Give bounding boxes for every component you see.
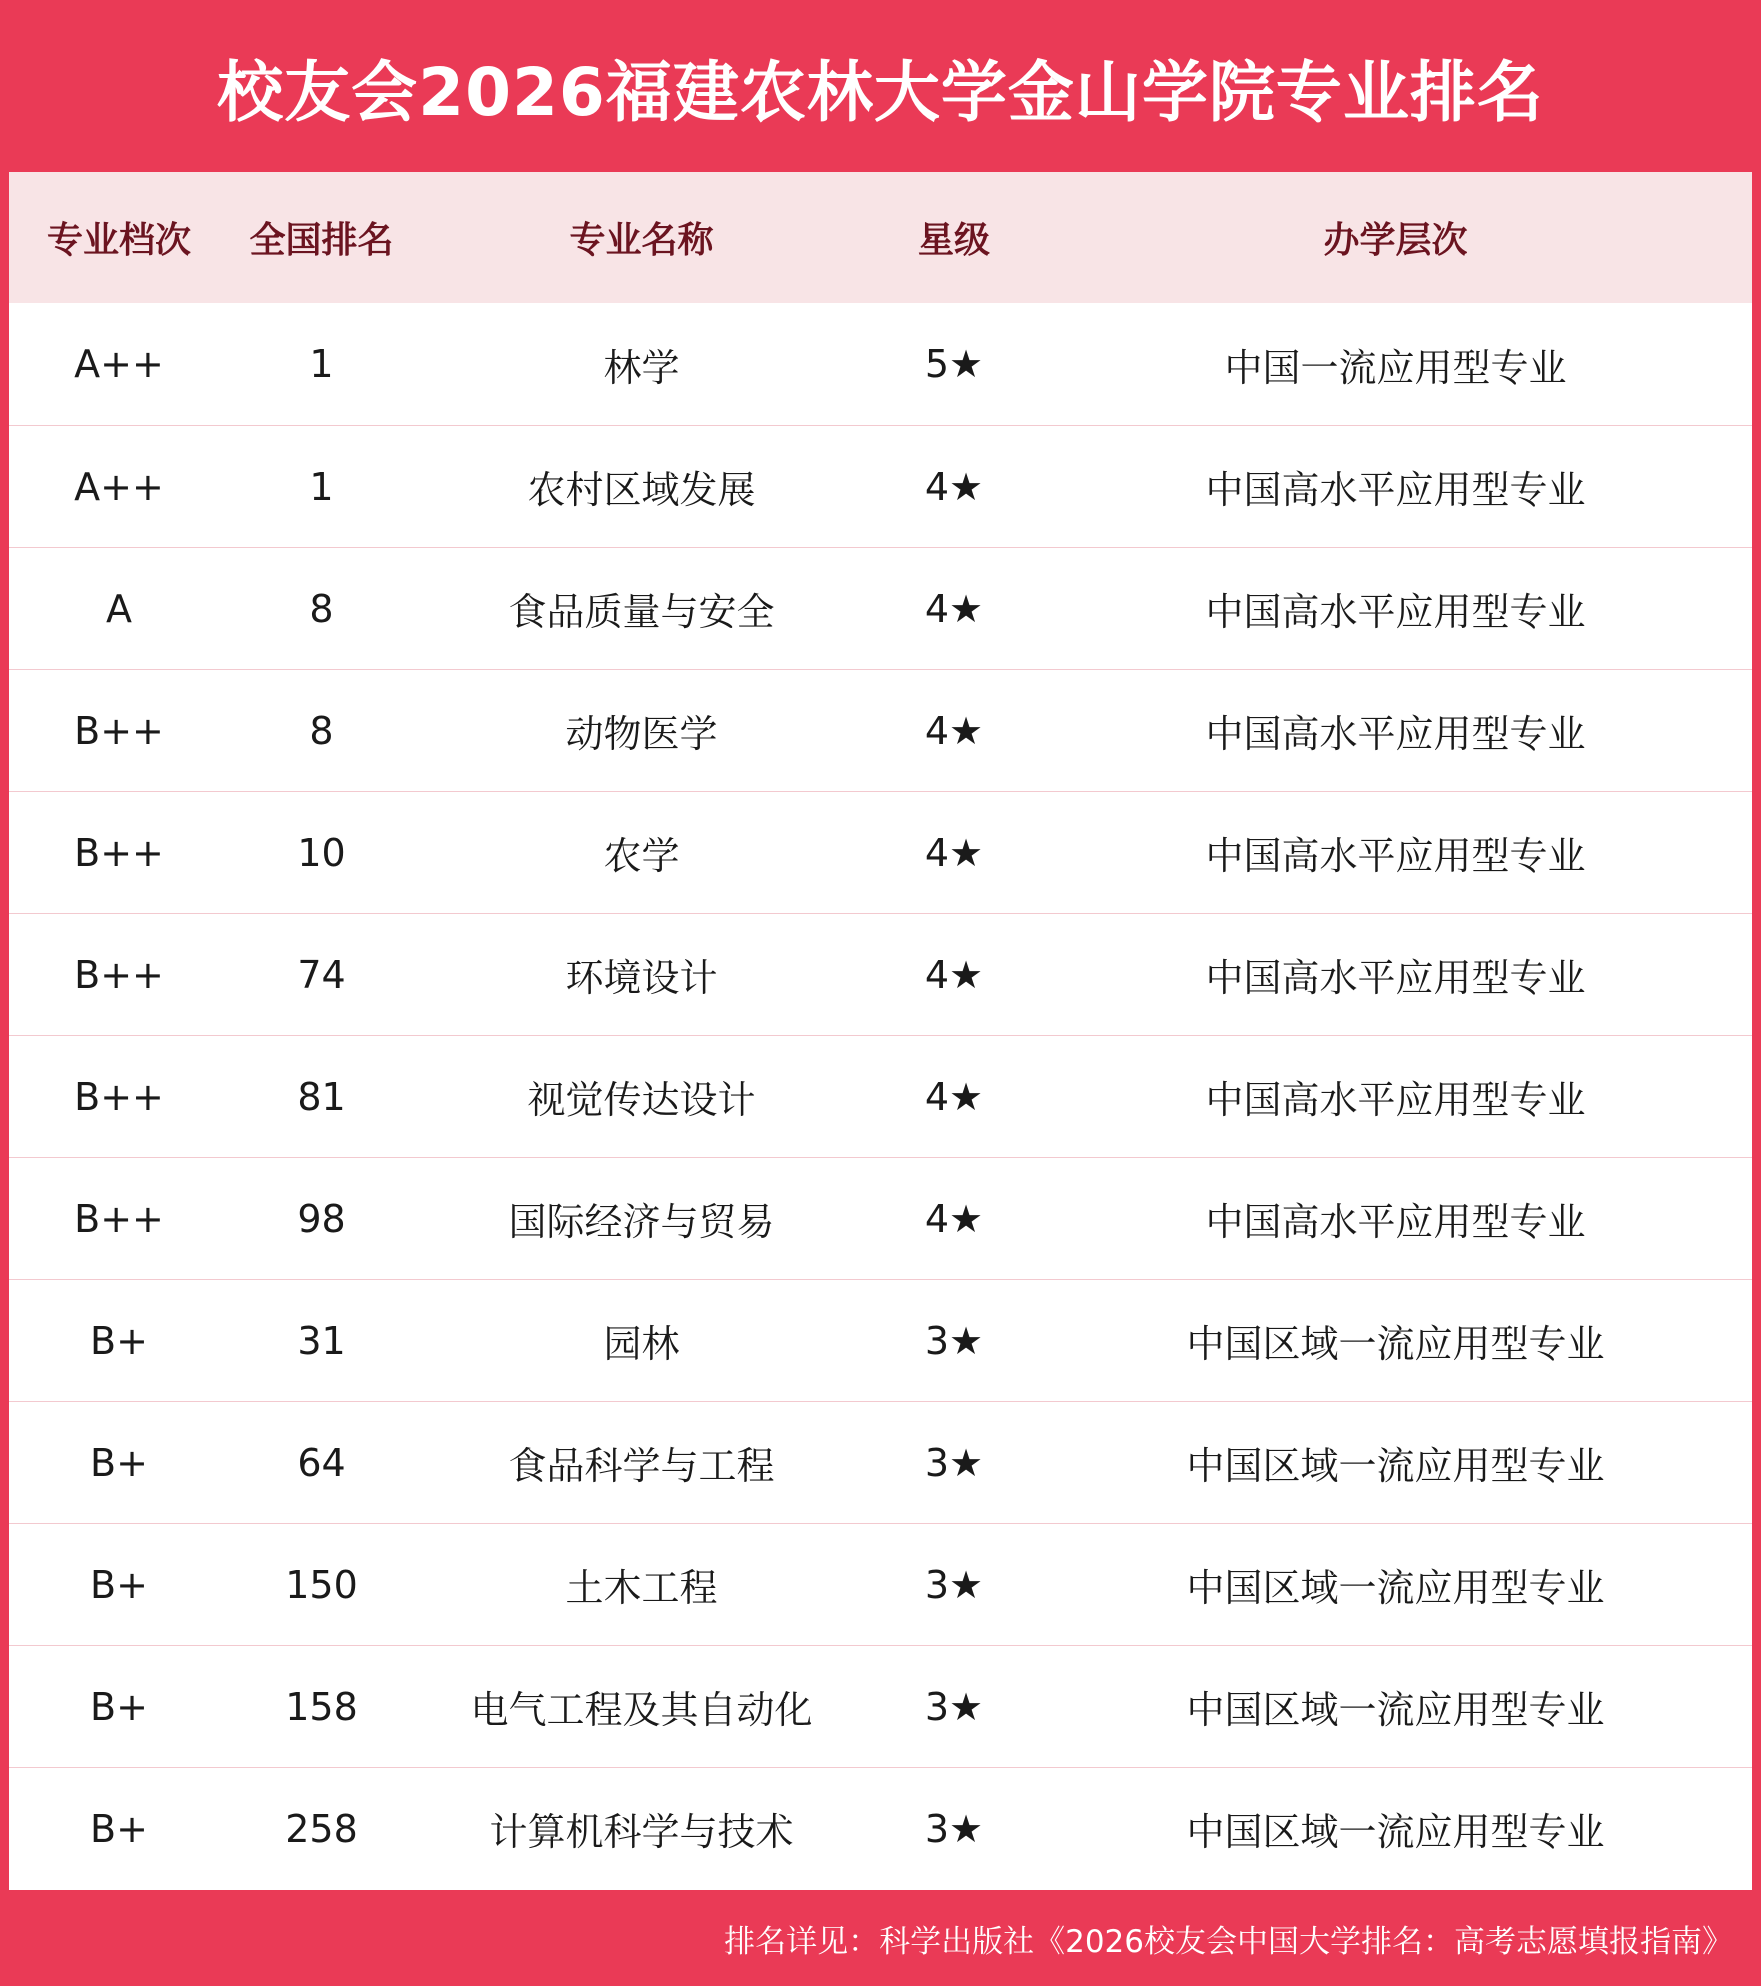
star-cell: 3★ xyxy=(924,1440,984,1485)
star-cell: 3★ xyxy=(924,1562,984,1607)
level-cell: 中国区域一流应用型专业 xyxy=(1186,1688,1605,1732)
table-row xyxy=(9,1767,1752,1889)
rank-cell: 8 xyxy=(309,586,334,631)
major-cell: 食品质量与安全 xyxy=(508,590,775,634)
rank-cell: 258 xyxy=(285,1806,358,1851)
header-tier: 专业档次 xyxy=(46,220,191,261)
level-cell: 中国区域一流应用型专业 xyxy=(1186,1566,1605,1610)
star-cell: 4★ xyxy=(924,1196,984,1241)
level-cell: 中国高水平应用型专业 xyxy=(1205,834,1586,878)
rank-cell: 64 xyxy=(297,1440,346,1485)
rank-cell: 150 xyxy=(285,1562,358,1607)
major-cell: 林学 xyxy=(603,345,680,390)
table-row xyxy=(9,425,1752,547)
tier-cell: B++ xyxy=(74,708,164,753)
major-cell: 电气工程及其自动化 xyxy=(470,1688,813,1732)
table-row xyxy=(9,1279,1752,1401)
star-cell: 5★ xyxy=(924,342,984,386)
level-cell: 中国高水平应用型专业 xyxy=(1205,956,1586,1000)
level-cell: 中国高水平应用型专业 xyxy=(1205,468,1586,512)
rank-cell: 81 xyxy=(297,1074,346,1119)
table-row xyxy=(9,1035,1752,1157)
star-cell: 3★ xyxy=(924,1684,984,1729)
tier-cell: B+ xyxy=(90,1318,148,1363)
major-cell: 土木工程 xyxy=(565,1566,718,1610)
tier-cell: B++ xyxy=(74,830,164,875)
star-cell: 4★ xyxy=(924,952,984,997)
level-cell: 中国高水平应用型专业 xyxy=(1205,1200,1586,1244)
tier-cell: B++ xyxy=(74,1074,164,1119)
major-cell: 环境设计 xyxy=(565,956,718,1000)
tier-cell: B++ xyxy=(74,1196,164,1241)
tier-cell: B+ xyxy=(90,1562,148,1607)
table-body xyxy=(9,303,1752,1889)
table-row xyxy=(9,669,1752,791)
major-cell: 国际经济与贸易 xyxy=(508,1200,775,1244)
ranking-table xyxy=(9,172,1752,1890)
tier-cell: B+ xyxy=(90,1806,148,1851)
star-cell: 4★ xyxy=(924,464,984,509)
level-cell: 中国一流应用型专业 xyxy=(1224,345,1567,390)
rank-cell: 98 xyxy=(297,1196,346,1241)
major-cell: 农学 xyxy=(603,834,680,878)
tier-cell: A++ xyxy=(74,464,164,509)
level-cell: 中国区域一流应用型专业 xyxy=(1186,1444,1605,1488)
table-row xyxy=(9,1645,1752,1767)
star-cell: 4★ xyxy=(924,1074,984,1119)
tier-cell: A xyxy=(106,586,132,631)
table-row xyxy=(9,913,1752,1035)
level-cell: 中国高水平应用型专业 xyxy=(1205,590,1586,634)
table-row xyxy=(9,303,1752,425)
star-cell: 3★ xyxy=(924,1806,984,1851)
table-row xyxy=(9,791,1752,913)
page-title: 校友会2026福建农林大学金山学院专业排名 xyxy=(217,53,1544,131)
rank-cell: 8 xyxy=(309,708,334,753)
level-cell: 中国高水平应用型专业 xyxy=(1205,1078,1586,1122)
major-cell: 计算机科学与技术 xyxy=(489,1810,794,1854)
table-header xyxy=(9,172,1752,303)
table-row xyxy=(9,1523,1752,1645)
source-note: 排名详见：科学出版社《2026校友会中国大学排名：高考志愿填报指南》 xyxy=(724,1923,1733,1960)
tier-cell: B+ xyxy=(90,1684,148,1729)
rank-cell: 158 xyxy=(285,1684,358,1729)
star-cell: 4★ xyxy=(924,586,984,631)
header-level: 办学层次 xyxy=(1323,220,1468,261)
header-major-name: 专业名称 xyxy=(569,220,714,261)
rank-cell: 1 xyxy=(309,464,334,509)
level-cell: 中国高水平应用型专业 xyxy=(1205,712,1586,756)
rank-cell: 10 xyxy=(297,830,346,875)
major-cell: 动物医学 xyxy=(565,712,718,756)
table-row xyxy=(9,1157,1752,1279)
star-cell: 4★ xyxy=(924,830,984,875)
tier-cell: B+ xyxy=(90,1440,148,1485)
major-cell: 视觉传达设计 xyxy=(527,1078,756,1122)
major-cell: 农村区域发展 xyxy=(527,468,756,512)
star-cell: 4★ xyxy=(924,708,984,753)
header-star-level: 星级 xyxy=(917,220,990,261)
major-cell: 园林 xyxy=(603,1322,680,1366)
rank-cell: 74 xyxy=(297,952,346,997)
rank-cell: 31 xyxy=(297,1318,346,1363)
table-row xyxy=(9,1401,1752,1523)
header-national-rank: 全国排名 xyxy=(249,220,394,261)
tier-cell: A++ xyxy=(74,342,164,386)
level-cell: 中国区域一流应用型专业 xyxy=(1186,1810,1605,1854)
level-cell: 中国区域一流应用型专业 xyxy=(1186,1322,1605,1366)
rank-cell: 1 xyxy=(309,342,334,386)
major-cell: 食品科学与工程 xyxy=(508,1444,775,1488)
table-row xyxy=(9,547,1752,669)
star-cell: 3★ xyxy=(924,1318,984,1363)
tier-cell: B++ xyxy=(74,952,164,997)
